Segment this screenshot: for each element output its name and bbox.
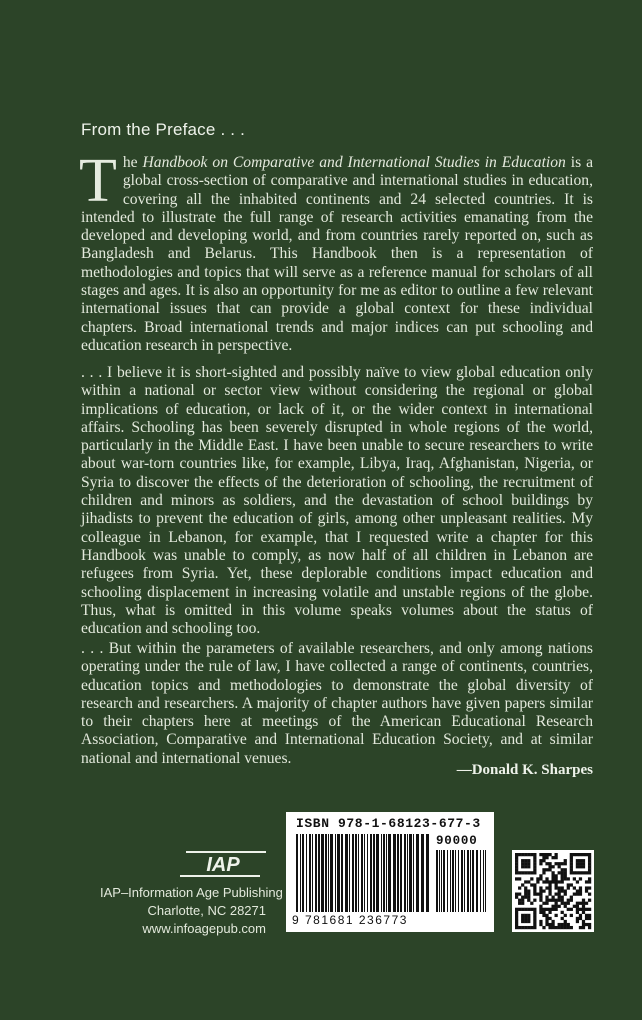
publisher-name: IAP–Information Age Publishing — [100, 885, 283, 900]
qr-code[interactable] — [512, 850, 594, 932]
preface-paragraph-3: . . . But within the parameters of available researchers, and only among nations operating under the rule of law, I have collected a range of continents, countries, education topics and methodologies to demonstrate the global diversity of research and researchers. A majority of chapter authors have given papers similar to their chapters here at meetings of the American Educational Research Association, Comparative and International Education Society, and at similar national and international venues. — [81, 640, 593, 767]
logo-text: IAP — [206, 854, 240, 876]
barcode-number: 9 781681 236773 — [292, 913, 408, 927]
isbn-barcode — [286, 812, 494, 932]
author-signature: —Donald K. Sharpes — [456, 762, 593, 778]
publisher-website[interactable]: www.infoagepub.com — [142, 921, 266, 936]
iap-logo — [180, 850, 266, 878]
handbook-title: Handbook on Comparative and International Studies in Education — [142, 154, 566, 171]
qr-code-icon — [512, 850, 594, 932]
preface-paragraph-1 — [79, 147, 593, 355]
publisher-info — [100, 884, 283, 938]
preface-paragraph-2: . . . I believe it is short-sighted and possibly naïve to view global education only within a national or sector view without considering the regional or global implications of education, or lack of it, or the wider context in international affairs. Schooling has been severely disrupted in whole regions of the world, particularly in the Middle East. I have been unable to secure researchers to write about war-torn countries like, for example, Libya, Iraq, Afghanistan, Nigeria, or Syria to discover the effects of the deterioration of schooling, the recruitment of children and minors as soldiers, and the devastation of school buildings by jihadists to prevent the education of girls, among other unpleasant realities. My colleague in Lebanon, for example, that I requested write a chapter for this Handbook was unable to comply, as now half of all children in Lebanon are refugees from Syria. Yet, these deplorable conditions impact education and schooling displacement in increasing volatile and unstable regions of the globe. Thus, what is omitted in this volume speaks volumes about the status of education and schooling too. — [81, 364, 593, 638]
isbn-label: ISBN 978-1-68123-677-3 — [296, 816, 481, 831]
publisher-city: Charlotte, NC 28271 — [147, 903, 266, 918]
paragraph-1-lead: he — [122, 154, 143, 171]
price-code: 90000 — [436, 834, 478, 848]
paragraph-1-rest: is a global cross-section of comparative and international studies in education, covering all the inhabited continents and 24 selected countries. It is intended to illustrate the full range of research activities emanating from the developed and developing world, and from countries rarely reported on, such as Bangladesh and Belarus. This Handbook then is a representation of methodologies and topics that will serve as a reference manual for scholars of all stages and ages. It is also an opportunity for me as editor to outline a few relevant international issues that can provide a global context for these individual chapters. Broad international trends and major indices can put schooling and education research in perspective. — [81, 154, 593, 354]
drop-cap: T — [79, 147, 117, 215]
preface-heading: From the Preface . . . — [81, 120, 246, 139]
